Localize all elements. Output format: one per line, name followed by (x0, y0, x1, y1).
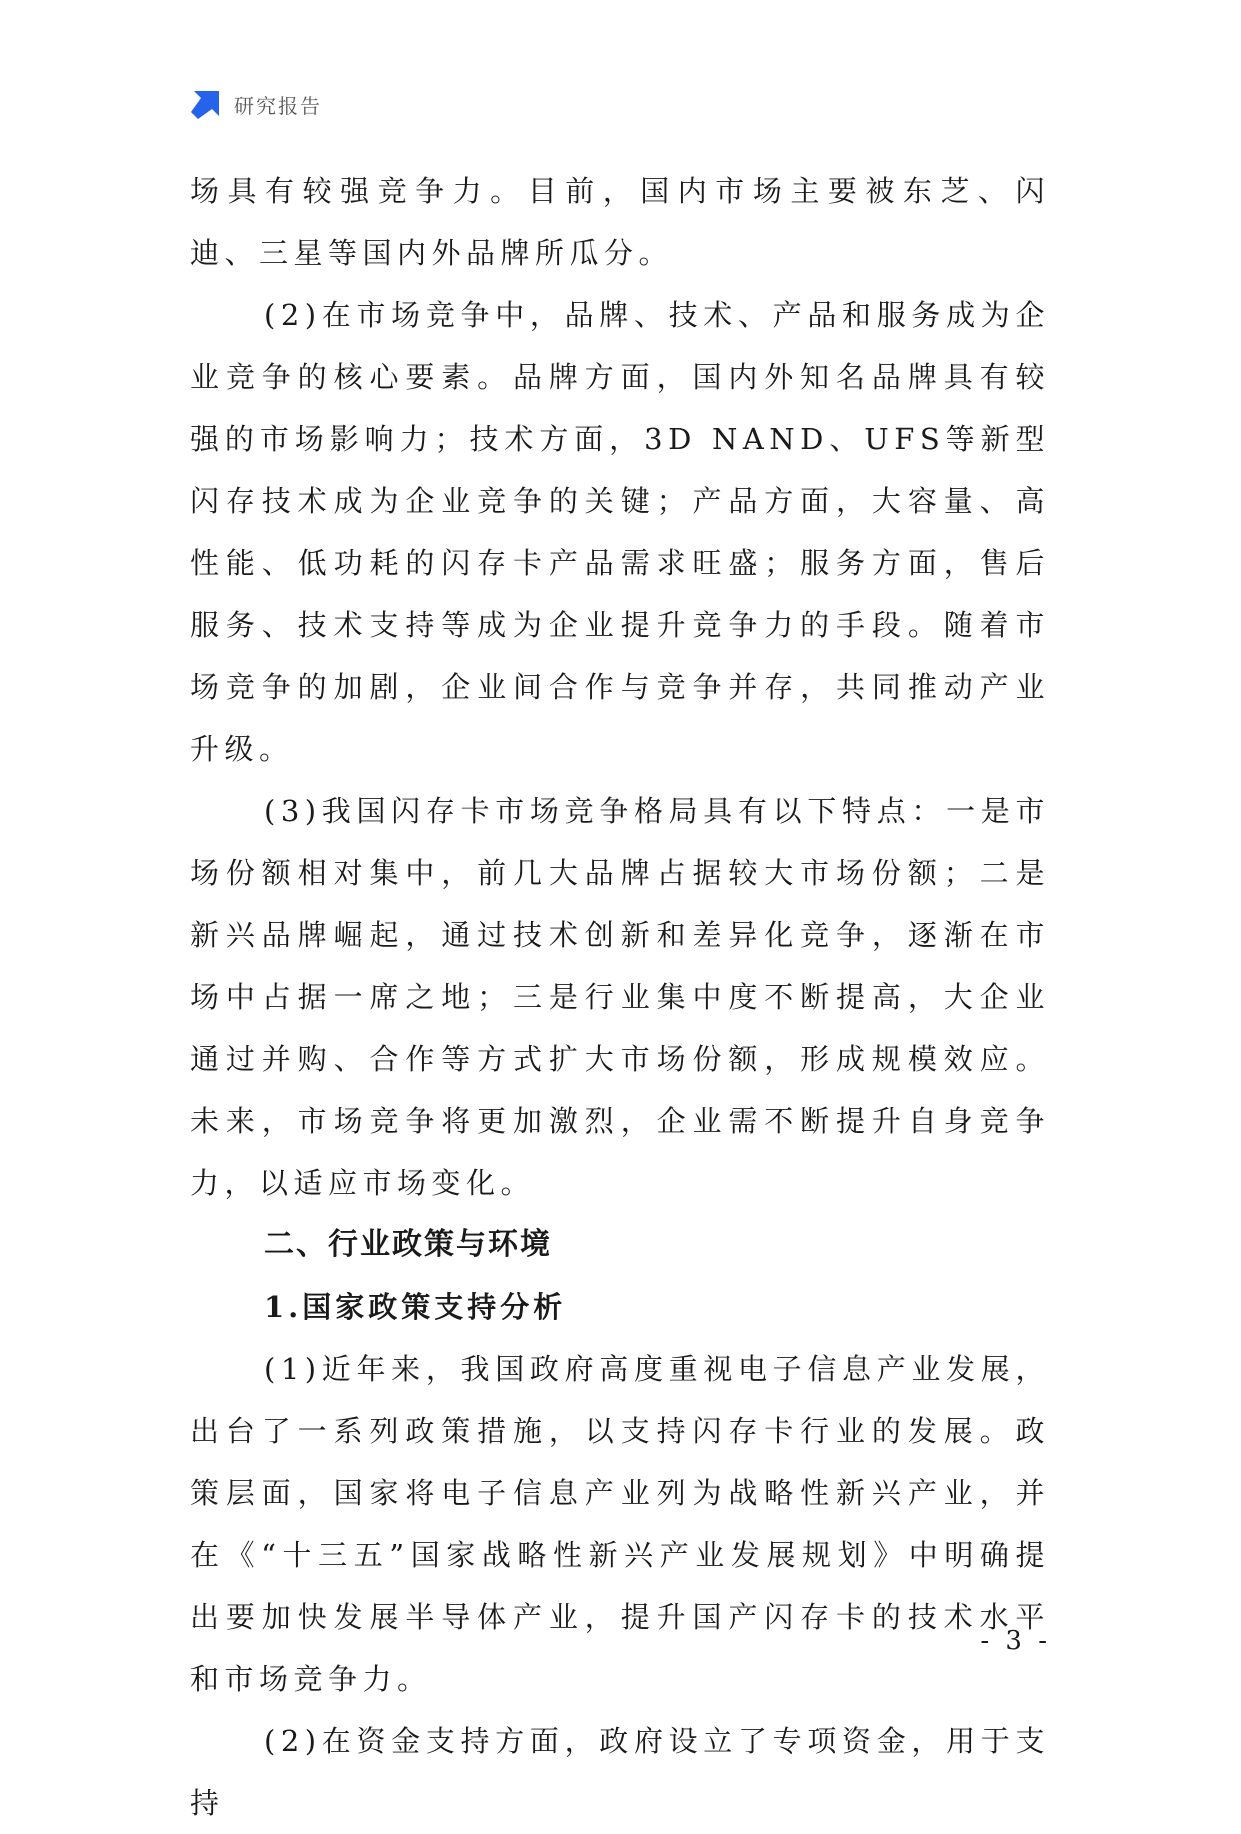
body-text (190, 160, 1050, 1834)
paragraph-2: (2)在市场竞争中，品牌、技术、产品和服务成为企业竞争的核心要素。品牌方面，国内外知名品牌具有较强的市场影响力；技术方面，3D NAND、UFS等新型闪存技术成为企业竞争的关键；产品方面，大容量、高性能、低功耗的闪存卡产品需求旺盛；服务方面，售后服务、技术支持等成为企业提升竞争力的手段。随着市场竞争的加剧，企业间合作与竞争并存，共同推动产业升级。 (190, 298, 1050, 766)
page-number: - 3 - (980, 1626, 1051, 1656)
header (190, 88, 322, 120)
subsection-heading: 1.国家政策支持分析 (264, 1290, 567, 1324)
paragraph-3: (3)我国闪存卡市场竞争格局具有以下特点：一是市场份额相对集中，前几大品牌占据较大市场份额；二是新兴品牌崛起，通过技术创新和差异化竞争，逐渐在市场中占据一席之地；三是行业集中度不断提高，大企业通过并购、合作等方式扩大市场份额，形成规模效应。未来，市场竞争将更加激烈，企业需不断提升自身竞争力，以适应市场变化。 (190, 794, 1050, 1200)
paragraph-policy-1: (1)近年来，我国政府高度重视电子信息产业发展，出台了一系列政策措施，以支持闪存卡行业的发展。政策层面，国家将电子信息产业列为战略性新兴产业，并在《“十三五”国家战略性新兴产业发展规划》中明确提出要加快发展半导体产业，提升国产闪存卡的技术水平和市场竞争力。 (190, 1352, 1050, 1696)
section-heading: 二、行业政策与环境 (264, 1227, 552, 1262)
header-title: 研究报告 (234, 93, 322, 118)
arrow-up-right-icon (190, 88, 222, 120)
paragraph-policy-2: (2)在资金支持方面，政府设立了专项资金，用于支持 (190, 1724, 1050, 1820)
paragraph-continued: 场具有较强竞争力。目前，国内市场主要被东芝、闪迪、三星等国内外品牌所瓜分。 (190, 174, 1050, 270)
